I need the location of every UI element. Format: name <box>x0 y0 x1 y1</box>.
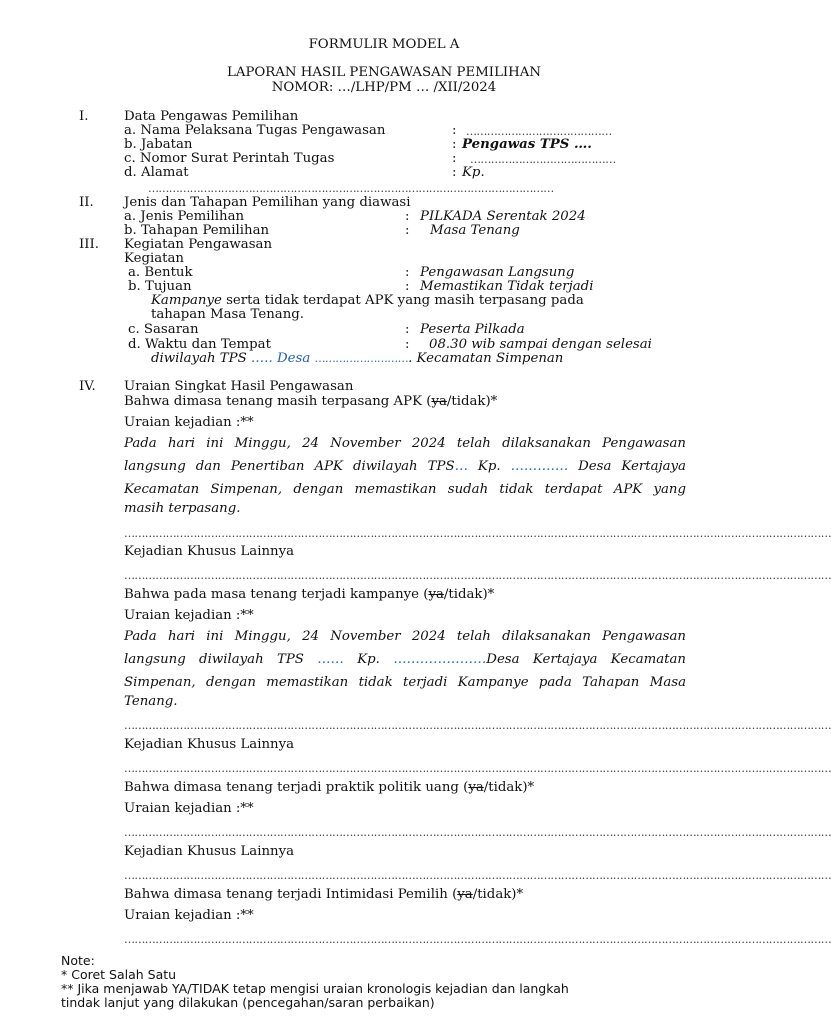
question <box>124 394 497 410</box>
question-text: Bahwa pada masa tenang terjadi kampanye ( <box>124 587 429 602</box>
field-value: Memastikan Tidak terjadi <box>420 279 594 294</box>
dotted-line: …………………………………………………………………………………………………………………………………………………………………………………… <box>124 719 831 732</box>
dotted-line: …………………………………………………………………………………………………………………………………………………………………………………… <box>124 569 831 582</box>
line-text: Kp. <box>477 459 511 474</box>
line-text: langsung dan Penertiban APK diwilayah TPS <box>124 459 455 474</box>
field-label: a. Nama Pelaksana Tugas Pengawasan <box>124 123 386 138</box>
question-text: /tidak)* <box>483 780 535 795</box>
question-text: Bahwa dimasa tenang terjadi Intimidasi Pemilih ( <box>124 887 458 902</box>
section-number: IV. <box>79 379 96 394</box>
paragraph-line: Tenang. <box>124 694 178 709</box>
field-value: Masa Tenang <box>430 223 520 238</box>
uraian-label: Uraian kejadian :** <box>124 908 254 923</box>
subheading: Kegiatan <box>124 251 184 266</box>
field-label: b. Jabatan <box>124 137 193 152</box>
dotted-line: …………………………………………………………………………………………………………………………………………………………………………………… <box>124 869 831 882</box>
question-text: /tidak)* <box>446 394 498 409</box>
field-label: b. Tahapan Pemilihan <box>124 223 270 238</box>
field-colon: : <box>405 279 410 294</box>
note-line: * Coret Salah Satu <box>61 967 177 982</box>
field-colon: : <box>452 151 457 166</box>
field-colon: : <box>405 322 410 337</box>
section-number: III. <box>79 237 99 252</box>
notes-title: Note: <box>61 953 95 968</box>
note-line: tindak lanjut yang dilakukan (pencegahan/saran perbaikan) <box>61 995 435 1010</box>
khusus-label: Kejadian Khusus Lainnya <box>124 844 295 859</box>
line-text: Desa Kertajaya <box>578 459 686 474</box>
line-text: langsung diwilayah TPS <box>124 652 318 667</box>
field-continuation <box>151 351 563 367</box>
paragraph-line: Kecamatan Simpenan, dengan memastikan sudah tidak terdapat APK yang <box>124 482 686 497</box>
line-dots: ………………… <box>393 652 487 667</box>
struck-option: ya <box>457 887 473 902</box>
paragraph-line: Pada hari ini Minggu, 24 November 2024 telah dilaksanakan Pengawasan <box>124 436 686 451</box>
field-value: Pengawas TPS …. <box>462 137 592 152</box>
section-heading: Kegiatan Pengawasan <box>124 237 273 252</box>
report-number: NOMOR: …/LHP/PM … /XII/2024 <box>271 80 497 95</box>
field-colon: : <box>452 165 457 180</box>
note-line: ** Jika menjawab YA/TIDAK tetap mengisi uraian kronologis kejadian dan langkah <box>61 981 569 996</box>
line-dots: …… <box>317 652 344 667</box>
field-value: …………………………………… <box>470 153 616 166</box>
question <box>124 780 534 796</box>
field-colon: : <box>405 265 410 280</box>
field-colon: : <box>452 123 457 138</box>
paragraph-line <box>124 652 686 668</box>
field-value: Pengawasan Langsung <box>420 265 575 280</box>
section-heading: Uraian Singkat Hasil Pengawasan <box>124 379 354 394</box>
paragraph-line <box>124 459 686 475</box>
cont-dots: .…. <box>250 351 273 366</box>
field-continuation: tahapan Masa Tenang. <box>151 307 305 322</box>
field-label: c. Sasaran <box>128 322 199 337</box>
report-title: LAPORAN HASIL PENGAWASAN PEMILIHAN <box>227 65 541 80</box>
struck-option: ya <box>468 780 484 795</box>
question <box>124 887 523 903</box>
field-label: a. Jenis Pemilihan <box>124 209 245 224</box>
dotted-line: …………………………………………………………………………………………………………………………………………………………………………………… <box>124 762 831 775</box>
form-title: FORMULIR MODEL A <box>308 37 460 52</box>
cont-text: diwilayah TPS <box>151 351 251 366</box>
field-value: 08.30 wib sampai dengan selesai <box>429 337 652 352</box>
khusus-label: Kejadian Khusus Lainnya <box>124 544 295 559</box>
dotted-line: …………………………………………………………………………………………………………………………………………………………………………………… <box>124 527 831 540</box>
paragraph-line: Simpenan, dengan memastikan tidak terjadi Kampanye pada Tahapan Masa <box>124 675 686 690</box>
line-text: Desa Kertajaya Kecamatan <box>486 652 686 667</box>
question-text: /tidak)* <box>472 887 524 902</box>
field-colon: : <box>452 137 457 152</box>
struck-option: ya <box>431 394 447 409</box>
dotted-line: …………………………………………………………………………………………………………………………………………………………………………………… <box>124 933 831 946</box>
section-number: I. <box>79 109 89 124</box>
field-label: d. Waktu dan Tempat <box>128 337 271 352</box>
uraian-label: Uraian kejadian :** <box>124 415 254 430</box>
line-dots: …………. <box>510 459 569 474</box>
continuation-text: serta tidak terdapat APK yang masih terpasang pada <box>221 293 584 308</box>
cont-text: Desa <box>272 351 315 366</box>
field-value: PILKADA Serentak 2024 <box>420 209 586 224</box>
question-text: Bahwa dimasa tenang masih terpasang APK ( <box>124 394 432 409</box>
cont-text: . Kecamatan Simpenan <box>408 351 564 366</box>
field-value: Peserta Pilkada <box>420 322 525 337</box>
khusus-label: Kejadian Khusus Lainnya <box>124 737 295 752</box>
question-text: Bahwa dimasa tenang terjadi praktik politik uang ( <box>124 780 469 795</box>
field-label: d. Alamat <box>124 165 189 180</box>
field-label: c. Nomor Surat Perintah Tugas <box>124 151 335 166</box>
field-colon: : <box>405 209 410 224</box>
dotted-line: …………………………………………………………………………………………………………………………………………………………………………………… <box>124 826 831 839</box>
field-label: b. Tujuan <box>128 279 192 294</box>
section-heading: Jenis dan Tahapan Pemilihan yang diawasi <box>124 195 411 210</box>
uraian-label: Uraian kejadian :** <box>124 801 254 816</box>
field-label: a. Bentuk <box>128 265 193 280</box>
struck-option: ya <box>428 587 444 602</box>
continuation-italic: Kampanye <box>151 293 222 308</box>
question-text: /tidak)* <box>443 587 495 602</box>
uraian-label: Uraian kejadian :** <box>124 608 254 623</box>
line-text: Kp. <box>357 652 394 667</box>
field-colon: : <box>405 223 410 238</box>
section-heading: Data Pengawas Pemilihan <box>124 109 299 124</box>
question <box>124 587 494 603</box>
field-value: Kp. <box>462 165 485 180</box>
address-line: ……………………………………………………………………………………………………… <box>148 182 554 195</box>
paragraph-line: masih terpasang. <box>124 501 241 516</box>
field-colon: : <box>405 337 410 352</box>
line-dots: … <box>454 459 468 474</box>
section-number: II. <box>79 195 94 210</box>
cont-dots: ……………………… <box>314 352 409 365</box>
field-value: …………………………………… <box>466 125 612 138</box>
paragraph-line: Pada hari ini Minggu, 24 November 2024 telah dilaksanakan Pengawasan <box>124 629 686 644</box>
